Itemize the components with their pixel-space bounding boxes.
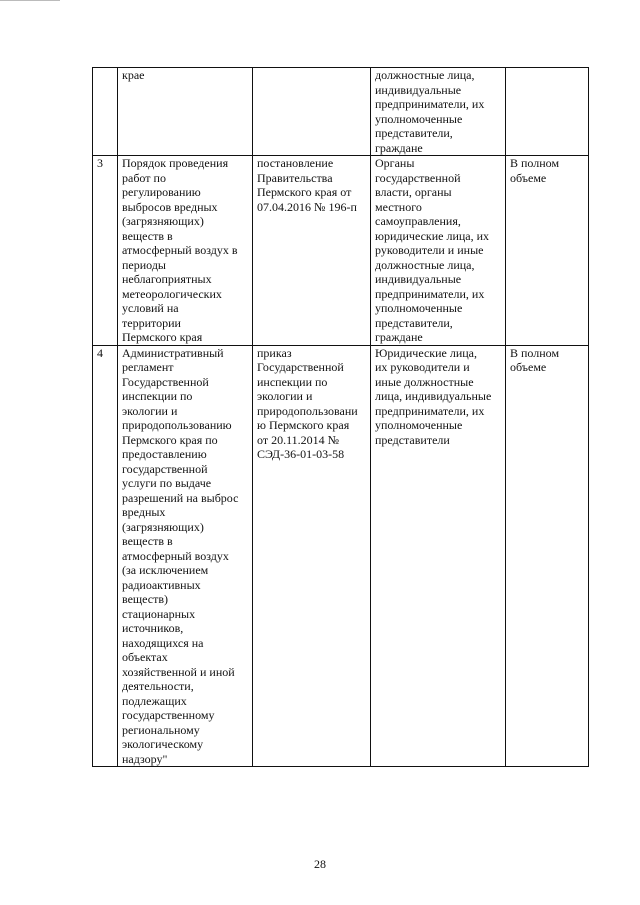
act-name-cell: Административный регламент Государственной инспекции по экологии и природопользованию Пермского края по предоставлению государственной услуги по выдаче разрешений на выброс вредных (загрязняющих) веществ в атмосферный воздух (за исключением радиоактивных веществ) стационарных источников, находящихся на объектах хозяйственной и иной деятельности, подлежащих государственному региональному экологическому надзору" <box>118 345 253 767</box>
scope-cell: В полном объеме <box>506 345 589 767</box>
row-number-cell: 3 <box>93 156 118 346</box>
scope-cell <box>506 68 589 156</box>
approving-act-cell <box>253 68 371 156</box>
table-row <box>93 156 589 346</box>
approving-act-cell: постановление Правительства Пермского края от 07.04.2016 № 196-п <box>253 156 371 346</box>
row-number-cell <box>93 68 118 156</box>
subjects-cell: должностные лица, индивидуальные предприниматели, их уполномоченные представители, граждане <box>371 68 506 156</box>
subjects-cell: Органы государственной власти, органы местного самоуправления, юридические лица, их руководители и иные должностные лица, индивидуальные предприниматели, их уполномоченные представители, граждане <box>371 156 506 346</box>
approving-act-cell: приказ Государственной инспекции по экологии и природопользовани ю Пермского края от 20.11.2014 № СЭД-36-01-03-58 <box>253 345 371 767</box>
act-name-cell: крае <box>118 68 253 156</box>
table-row <box>93 68 589 156</box>
scope-cell: В полном объеме <box>506 156 589 346</box>
scan-edge-mark <box>0 0 60 1</box>
regulations-table <box>92 67 589 767</box>
page-number: 28 <box>314 857 326 871</box>
row-number-cell: 4 <box>93 345 118 767</box>
subjects-cell: Юридические лица, их руководители и иные должностные лица, индивидуальные предприниматели, их уполномоченные представители <box>371 345 506 767</box>
act-name-cell: Порядок проведения работ по регулированию выбросов вредных (загрязняющих) веществ в атмосферный воздух в периоды неблагоприятных метеорологических условий на территории Пермского края <box>118 156 253 346</box>
table-row <box>93 345 589 767</box>
